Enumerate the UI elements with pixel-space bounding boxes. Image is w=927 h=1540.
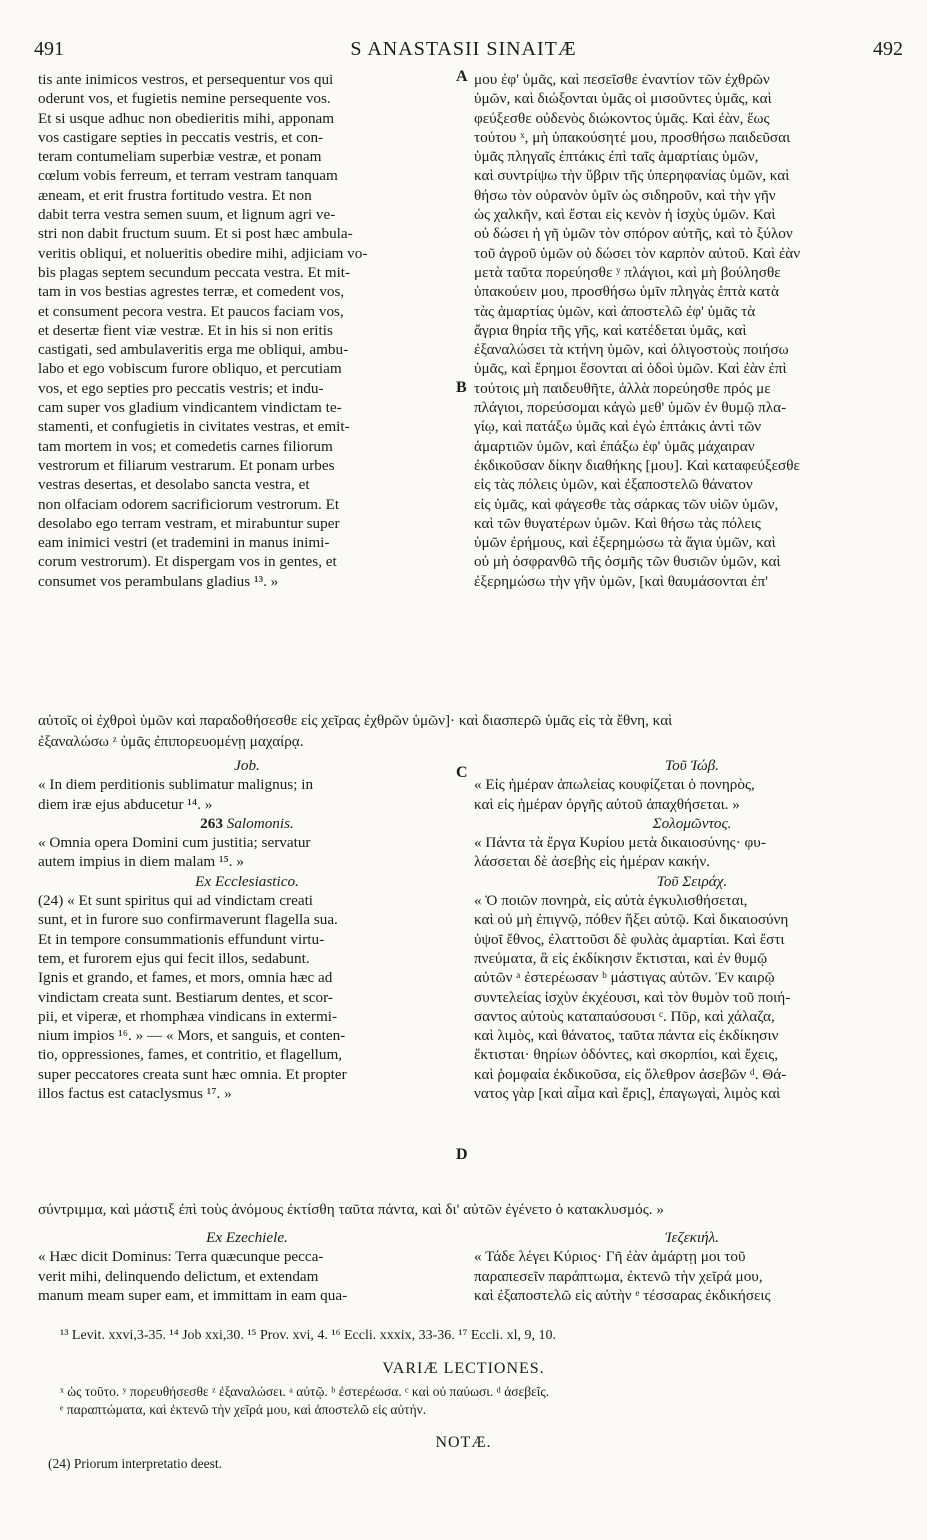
text-line: ἐξερημώσω τὴν γῆν ὑμῶν, [καὶ θαυμάσονται ἐπ': [474, 572, 768, 590]
text-line: οὐ δώσει ἡ γῆ ὑμῶν τὸν σπόρον αὐτῆς, καὶ τὸ ξύλον: [474, 225, 793, 243]
section-heading-label: Salomonis.: [226, 814, 294, 832]
text-line: καὶ οὐ μὴ ἐπιγνῷ, πόθεν ἥξει αὐτῷ. Καὶ δικαιοσύνη: [474, 911, 789, 929]
note-line: (24) Priorum interpretatio deest.: [48, 1456, 222, 1471]
text-line: vestras desertas, et desolabo sancta vestra, et: [38, 476, 310, 494]
text-line: σαντος αὐτοὺς καταπαύσουσι ᶜ. Πῦρ, καὶ χάλαζα,: [474, 1007, 775, 1025]
text-line: « Πάντα τὰ ἔργα Κυρίου μετὰ δικαιοσύνης· φυ-: [474, 834, 766, 852]
text-line: καὶ συντρίψω τὴν ὕβριν τῆς ὑπερηφανίας ὑμῶν, καὶ: [474, 167, 790, 185]
left-column-sections: [38, 756, 456, 1103]
text-line: illos factus est cataclysmus ¹⁷. »: [38, 1085, 232, 1103]
text-line: ἐξαναλώσει τὰ κτήνη ὑμῶν, καὶ ὀλιγοστοὺς ποιήσω: [474, 341, 789, 359]
text-line: παραπεσεῖν παράπτωμα, ἐκτενῶ τὴν χεῖρά μου,: [474, 1267, 763, 1285]
section-heading-job-greek: Τοῦ Ἰώβ.: [665, 757, 719, 774]
section-heading-ecclesiastico: Ex Ecclesiastico.: [195, 872, 299, 890]
section-number: 263: [200, 814, 223, 832]
text-line: ὡς χαλκῆν, καὶ ἔσται εἰς κενὸν ἡ ἰσχὺς ὑμῶν. Καὶ: [474, 206, 776, 224]
margin-letter-c: C: [456, 764, 468, 781]
margin-letter-b: B: [456, 379, 467, 396]
text-line: eam inimici vestri (et trademini in manus inimi-: [38, 534, 330, 552]
text-line: νατος γὰρ [καὶ αἷμα καὶ ἔρις], ἐπαγωγαὶ, λιμὸς καὶ: [474, 1085, 781, 1103]
text-line: tio, oppressiones, fames, et contritio, et flagellum,: [38, 1046, 343, 1064]
text-line: « Τάδε λέγει Κύριος· Γῆ ἐὰν ἁμάρτῃ μοι τοῦ: [474, 1248, 746, 1266]
text-line: ὑμῶν, καὶ διώξονται ὑμᾶς οἱ μισοῦντες ὑμᾶς, καὶ: [474, 90, 772, 108]
text-line: cam super vos gladium vindicantem vindictam te-: [38, 399, 342, 417]
variant-line: ᵉ παραπτώματα, καὶ ἐκτενῶ τὴν χεῖρά μου, καὶ ἀποστελῶ εἰς αὐτήν.: [60, 1402, 427, 1417]
text-line: πλάγιοι, πορεύσομαι κἀγὼ μεθ' ὑμῶν ἐν θυμῷ πλα-: [474, 399, 787, 417]
text-line: καὶ ῥομφαία ἐκδικοῦσα, εἰς ὄλεθρον ἀσεβῶν ᵈ. Θά-: [474, 1065, 787, 1083]
text-line: ὑμῶν ἐρήμους, καὶ ἐξερημώσω τὰ ἅγια ὑμῶν, καὶ: [474, 534, 776, 552]
text-line: μετὰ ταῦτα πορεύησθε ʸ πλάγιοι, καὶ μὴ βούλησθε: [474, 263, 781, 281]
text-line: καὶ εἰς ἡμέραν ὀργῆς αὐτοῦ ἀπαχθήσεται. »: [474, 795, 740, 813]
text-line: ὑμᾶς πληγαῖς ἑπτάκις ἐπὶ ταῖς ἁμαρτίαις ὑμῶν,: [474, 148, 759, 166]
footnotes: ¹³ Levit. xxvi,3-35. ¹⁴ Job xxi,30. ¹⁵ Prov. xvi, 4. ¹⁶ Eccli. xxxix, 33-36. ¹⁷ Eccli. xl, 9, 10.: [60, 1328, 557, 1343]
variae-lectiones-heading: VARIÆ LECTIONES.: [382, 1360, 545, 1377]
text-line: et desertæ fient viæ vestræ. Et in his si non eritis: [38, 321, 333, 339]
text-line: ὑμᾶς, καὶ ἔρημοι ἔσονται αἱ ὁδοὶ ὑμῶν. Καὶ ἐὰν ἐπὶ: [474, 360, 787, 378]
text-line: εἰς ὑμᾶς, καὶ φάγεσθε τὰς σάρκας τῶν υἱῶν ὑμῶν,: [474, 495, 779, 513]
text-line: teram contumeliam superbiæ vestræ, et ponam: [38, 148, 322, 166]
text-line: Ignis et grando, et fames, et mors, omnia hæc ad: [38, 969, 333, 987]
text-line: καὶ ἐξαποστελῶ εἰς αὐτὴν ᵉ τέσσαρας ἐκδικήσεις: [474, 1286, 771, 1304]
text-line: τὰς ἁμαρτίας ὑμῶν, καὶ ἀποστελῶ ἐφ' ὑμᾶς τὰ: [474, 302, 756, 320]
margin-letter-d: D: [456, 1146, 468, 1163]
text-line: veritis obliqui, et nolueritis obedire mihi, adjiciam vo-: [38, 244, 368, 262]
text-line: nium impios ¹⁶. » — « Mors, et sanguis, et conten-: [38, 1027, 346, 1045]
text-line: desolabo ego terram vestram, et mirabuntur super: [38, 514, 340, 532]
text-line: « Ὁ ποιῶν πονηρὰ, εἰς αὐτὰ ἐγκυλισθήσεται,: [474, 892, 748, 910]
text-line: et consument pecora vestra. Et paucos faciam vos,: [38, 302, 344, 320]
text-line: ἄγρια θηρία τῆς γῆς, καὶ κατέδεται ὑμᾶς, καὶ: [474, 321, 747, 339]
text-line: « In diem perditionis sublimatur malignus; in: [38, 776, 314, 794]
left-page-number: 491: [34, 38, 64, 60]
text-line: vos, et ego septies pro peccatis vestris; et indu-: [38, 379, 324, 397]
text-line: oderunt vos, et fugietis nemine persequente vos.: [38, 90, 331, 108]
left-column-block1: [38, 70, 456, 591]
text-line: τούτου ˣ, μὴ ὑπακούσητέ μου, προσθήσω παιδεῦσαι: [474, 128, 791, 146]
full-width-line: αὐτοῖς οἱ ἐχθροὶ ὑμῶν καὶ παραδοθήσεσθε εἰς χεῖρας ἐχθρῶν ὑμῶν]· καὶ διασπερῶ ὑμᾶς εἰς τὰ ἔθνη, καὶ: [38, 712, 673, 729]
text-line: αὐτῶν ᵃ ἐστερέωσαν ᵇ μάστιγας αὐτῶν. Ἐν καιρῷ: [474, 969, 775, 987]
section-heading-job: Job.: [234, 757, 260, 774]
text-line: autem impius in diem malam ¹⁵. »: [38, 853, 244, 871]
text-line: vos castigare septies in peccatis vestris, et con-: [38, 128, 324, 146]
text-line: « Hæc dicit Dominus: Terra quæcunque pecca-: [38, 1248, 324, 1266]
section-heading-ezekiel-greek: Ἰεζεκιήλ.: [664, 1229, 720, 1246]
section-heading-sirach-greek: Τοῦ Σειράχ.: [656, 872, 728, 890]
text-line: τούτοις μὴ παιδευθῆτε, ἀλλὰ πορεύησθε πρός με: [474, 379, 771, 397]
full-width-line: ἐξαναλώσω ᶻ ὑμᾶς ἐπιπορευομένῃ μαχαίρᾳ.: [38, 733, 304, 750]
text-line: tam mortem in vos; et comedetis carnes filiorum: [38, 437, 333, 455]
text-line: καὶ τῶν θυγατέρων ὑμῶν. Καὶ θήσω τὰς πόλεις: [474, 514, 761, 532]
text-line: (24) « Et sunt spiritus qui ad vindictam creati: [38, 892, 314, 910]
text-line: μου ἐφ' ὑμᾶς, καὶ πεσεῖσθε ἐναντίον τῶν ἐχθρῶν: [474, 71, 770, 88]
text-line: Et in tempore consummationis effundunt virtu-: [38, 930, 325, 948]
text-line: ὑπακούειν μου, προσθήσω ὑμῖν πληγὰς ἑπτὰ κατὰ: [474, 283, 779, 301]
section-heading-solomon-greek: Σολομῶντος.: [652, 814, 732, 832]
text-line: συντελείας ἰσχὺν ἐκχέουσι, καὶ τὸν θυμὸν τοῦ ποιή-: [474, 988, 791, 1006]
text-line: ὑψοῖ ἔθνος, ἐλαττοῦσι δὲ φυλὰς ἁμαρτίαι. Καὶ ἔστι: [474, 930, 785, 948]
text-line: labo et ego vobiscum furore obliquo, et percutiam: [38, 360, 342, 378]
text-line: εἰς τὰς πόλεις ὑμῶν, καὶ ἐξαποστελῶ θάνατον: [474, 476, 753, 494]
text-line: consumet vos perambulans gladius ¹³. »: [38, 572, 279, 590]
text-line: γίῳ, καὶ πατάξω ὑμᾶς καὶ ἐγὼ ἑπτάκις ἀντὶ τῶν: [474, 418, 762, 436]
left-column-ezechiel: [38, 1228, 456, 1305]
text-line: vindictam creata sunt. Bestiarum dentes, et scor-: [38, 988, 333, 1006]
margin-letter-a: A: [456, 68, 468, 85]
text-line: sunt, et in furore suo confirmaverunt flagella sua.: [38, 911, 338, 929]
text-line: tem, et furorem ejus qui fecit illos, sedabunt.: [38, 949, 310, 967]
page-header: [0, 38, 927, 64]
text-line: « Εἰς ἡμέραν ἀπωλείας κουφίζεται ὁ πονηρὸς,: [474, 776, 755, 794]
text-line: manum meam super eam, et immittam in eam qua-: [38, 1286, 348, 1304]
text-line: φεύξεσθε οὐδενὸς διώκοντος ὑμᾶς. Καὶ ἐὰν, ἕως: [474, 109, 770, 127]
text-line: λάσσεται δὲ ἀσεβὴς εἰς ἡμέραν κακήν.: [474, 853, 711, 871]
text-line: æneam, et erit frustra fortitudo vestra. Et non: [38, 186, 312, 204]
text-line: ἔκτισται· θηρίων ὀδόντες, καὶ σκορπίοι, καὶ ἔχεις,: [474, 1046, 779, 1064]
right-column-sections: [474, 756, 910, 1103]
text-line: « Omnia opera Domini cum justitia; servatur: [38, 834, 311, 852]
right-page-number: 492: [873, 38, 903, 60]
text-line: ἁμαρτιῶν ὑμῶν, καὶ ἐπάξω ἐφ' ὑμᾶς μάχαιραν: [474, 437, 755, 455]
text-line: verit mihi, delinquendo delictum, et extendam: [38, 1267, 319, 1285]
text-line: super peccatores creata sunt hæc omnia. Et propter: [38, 1065, 347, 1083]
text-line: Et si usque adhuc non obedieritis mihi, apponam: [38, 109, 335, 127]
text-line: dabit terra vestra semen suum, et lignum agri ve-: [38, 206, 336, 224]
text-line: καὶ λιμὸς, καὶ θάνατος, ταῦτα πάντα εἰς ἐκδίκησιν: [474, 1027, 779, 1045]
right-column-ezechiel: [474, 1228, 910, 1305]
section-heading-ezechiele: Ex Ezechiele.: [206, 1229, 288, 1246]
text-line: cœlum vobis ferreum, et terram vestram tanquam: [38, 167, 338, 185]
text-line: stamenti, et confugietis in civitates vestras, et emit-: [38, 418, 350, 436]
text-line: non olfaciam odorem sacrificiorum vestrorum. Et: [38, 495, 340, 513]
text-line: tam in vos bestias agrestes terræ, et comedent vos,: [38, 283, 345, 301]
text-line: vestrorum et filiarum vestrarum. Et ponam urbes: [38, 456, 335, 474]
text-line: πνεύματα, ἃ εἰς ἐκδίκησιν ἔκτισται, καὶ ἐν θυμῷ: [474, 949, 768, 967]
text-line: ἐκδικοῦσαν δίκην διαθήκης [μου]. Καὶ καταφεύξεσθε: [474, 456, 800, 474]
text-line: castigati, sed ambulaveritis erga me obliqui, ambu-: [38, 341, 349, 359]
running-title: S ANASTASII SINAITÆ: [350, 38, 577, 60]
text-line: τοῦ ἀγροῦ ὑμῶν οὐ δώσει τὸν καρπὸν αὐτοῦ. Καὶ ἐὰν: [474, 244, 801, 262]
notae-heading: NOTÆ.: [435, 1434, 492, 1451]
text-line: tis ante inimicos vestros, et persequentur vos qui: [38, 71, 334, 88]
text-line: pii, et viperæ, et rhomphæa vindicans in extermi-: [38, 1007, 338, 1025]
text-line: οὐ μὴ ὀσφρανθῶ τῆς ὀσμῆς τῶν θυσιῶν ὑμῶν, καὶ: [474, 553, 781, 571]
variant-line: ˣ ὡς τοῦτο. ʸ πορευθήσεσθε ᶻ ἐξαναλώσει. ᵃ αὐτῷ. ᵇ ἐστερέωσα. ᶜ καὶ οὐ παύωσι. ᵈ ἀσεβεῖς.: [60, 1384, 550, 1399]
text-line: stri non dabit fructum suum. Et si post hæc ambula-: [38, 225, 353, 243]
text-line: corum vestrorum). Et dispergam vos in gentes, et: [38, 553, 337, 571]
full-width-line: σύντριμμα, καὶ μάστιξ ἐπὶ τοὺς ἀνόμους ἐκτίσθη ταῦτα πάντα, καὶ δι' αὐτῶν ἐγένετο ὁ κατακλυσμός. »: [38, 1201, 664, 1218]
text-line: θήσω τὸν οὐρανὸν ὑμῖν ὡς σιδηροῦν, καὶ τὴν γῆν: [474, 186, 776, 204]
section-heading-salomonis: [38, 814, 456, 833]
text-line: bis plagas septem secundum peccata vestra. Et mit-: [38, 263, 351, 281]
text-line: diem iræ ejus abducetur ¹⁴. »: [38, 795, 213, 813]
right-column-block1: [474, 70, 910, 591]
